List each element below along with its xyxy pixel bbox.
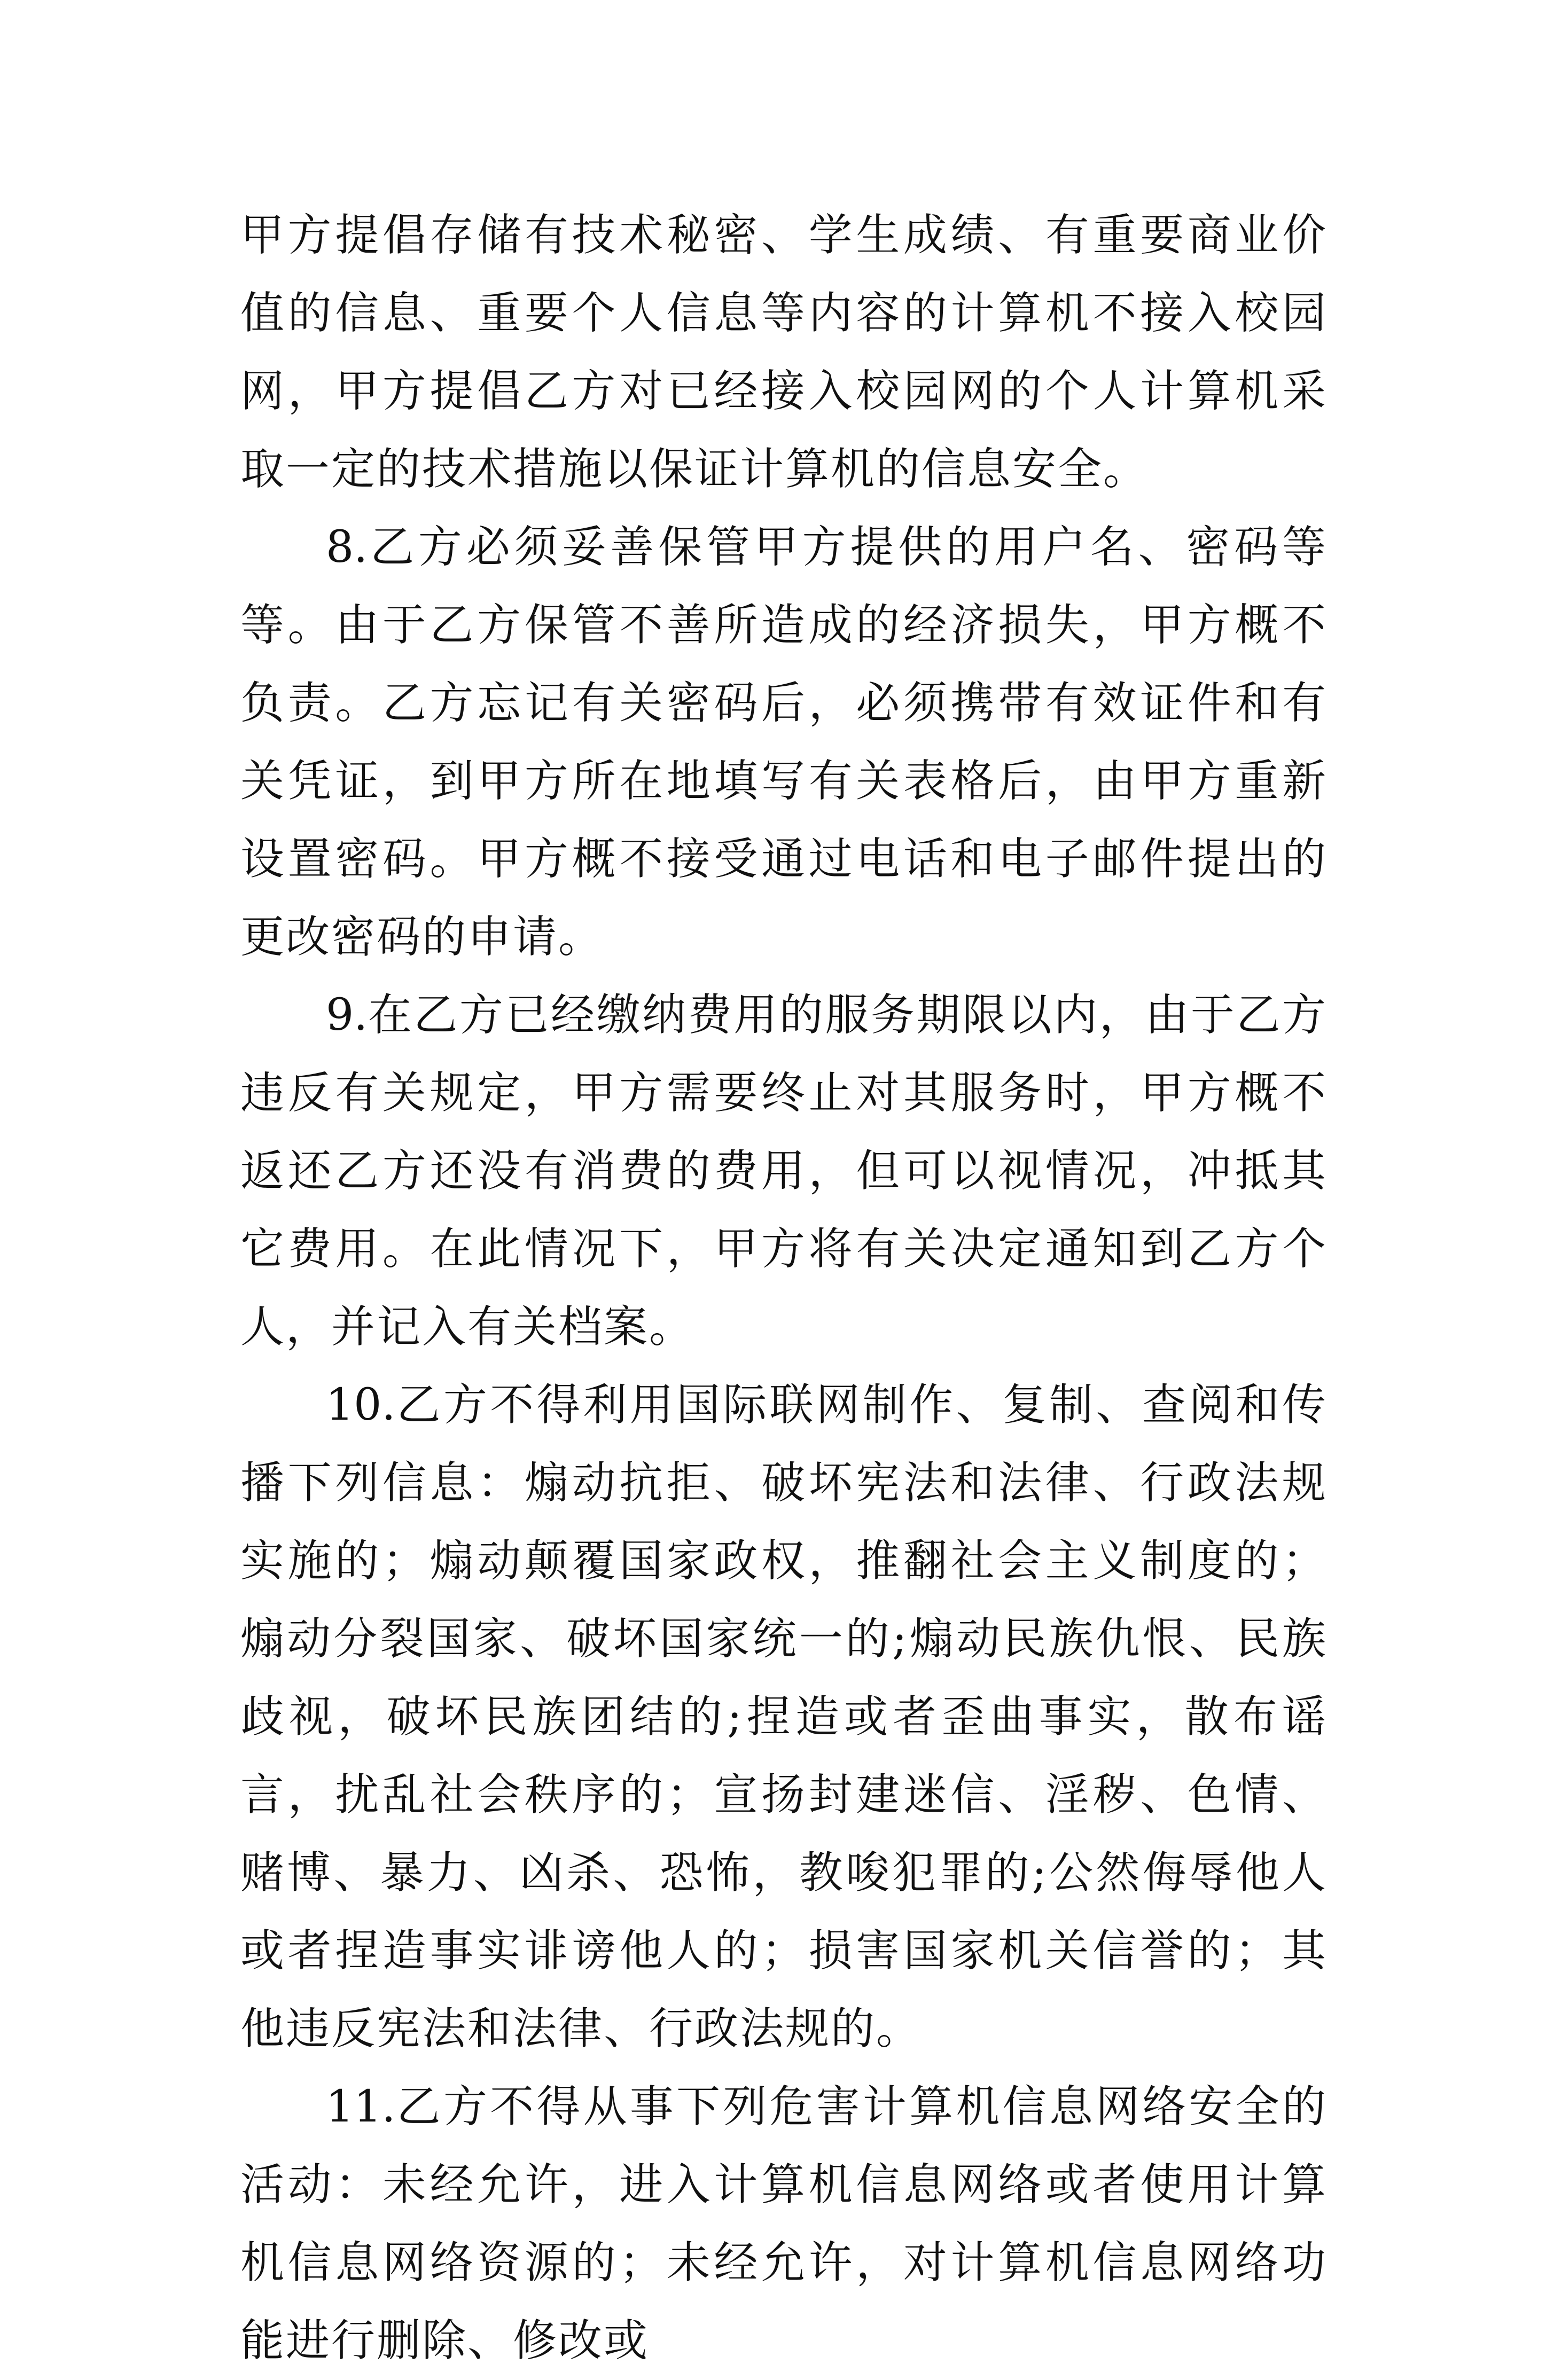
paragraph-text: 乙方必须妥善保管甲方提供的用户名、密码等等。由于乙方保管不善所造成的经济损失，甲方概不负责。乙方忘记有关密码后，必须携带有效证件和有关凭证，到甲方所在地填写有关表格后，由甲方重新设置密码。甲方概不接受通过电话和电子邮件提出的更改密码的申请。 [240,522,1328,962]
paragraph-11 [240,2068,1328,2380]
paragraph-number: 11. [326,2081,396,2132]
paragraph-number: 8. [326,522,368,573]
paragraph-continuation [240,197,1328,508]
paragraph-text: 乙方不得从事下列危害计算机信息网络安全的活动：未经允许，进入计算机信息网络或者使用计算机信息网络资源的；未经允许，对计算机信息网络功能进行删除、修改或 [240,2081,1328,2366]
paragraph-text: 在乙方已经缴纳费用的服务期限以内，由于乙方违反有关规定，甲方需要终止对其服务时，甲方概不返还乙方还没有消费的费用，但可以视情况，冲抵其它费用。在此情况下，甲方将有关决定通知到乙方个人，并记入有关档案。 [240,990,1328,1352]
paragraph-10 [240,1366,1328,2068]
paragraph-number: 9. [326,990,368,1040]
paragraph-text: 甲方提倡存储有技术秘密、学生成绩、有重要商业价值的信息、重要个人信息等内容的计算机不接入校园网，甲方提倡乙方对已经接入校园网的个人计算机采取一定的技术措施以保证计算机的信息安全。 [240,210,1328,495]
paragraph-text: 乙方不得利用国际联网制作、复制、查阅和传播下列信息：煽动抗拒、破坏宪法和法律、行政法规实施的；煽动颠覆国家政权，推翻社会主义制度的；煽动分裂国家、破坏国家统一的;煽动民族仇恨、民族歧视，破坏民族团结的;捏造或者歪曲事实，散布谣言，扰乱社会秩序的；宣扬封建迷信、淫秽、色情、赌博、暴力、凶杀、恐怖，教唆犯罪的;公然侮辱他人或者捏造事实诽谤他人的；损害国家机关信誉的；其他违反宪法和法律、行政法规的。 [240,1380,1328,2054]
paragraph-number: 10. [326,1380,396,1430]
paragraph-8 [240,508,1328,976]
document-body [240,197,1328,2380]
paragraph-9 [240,976,1328,1366]
